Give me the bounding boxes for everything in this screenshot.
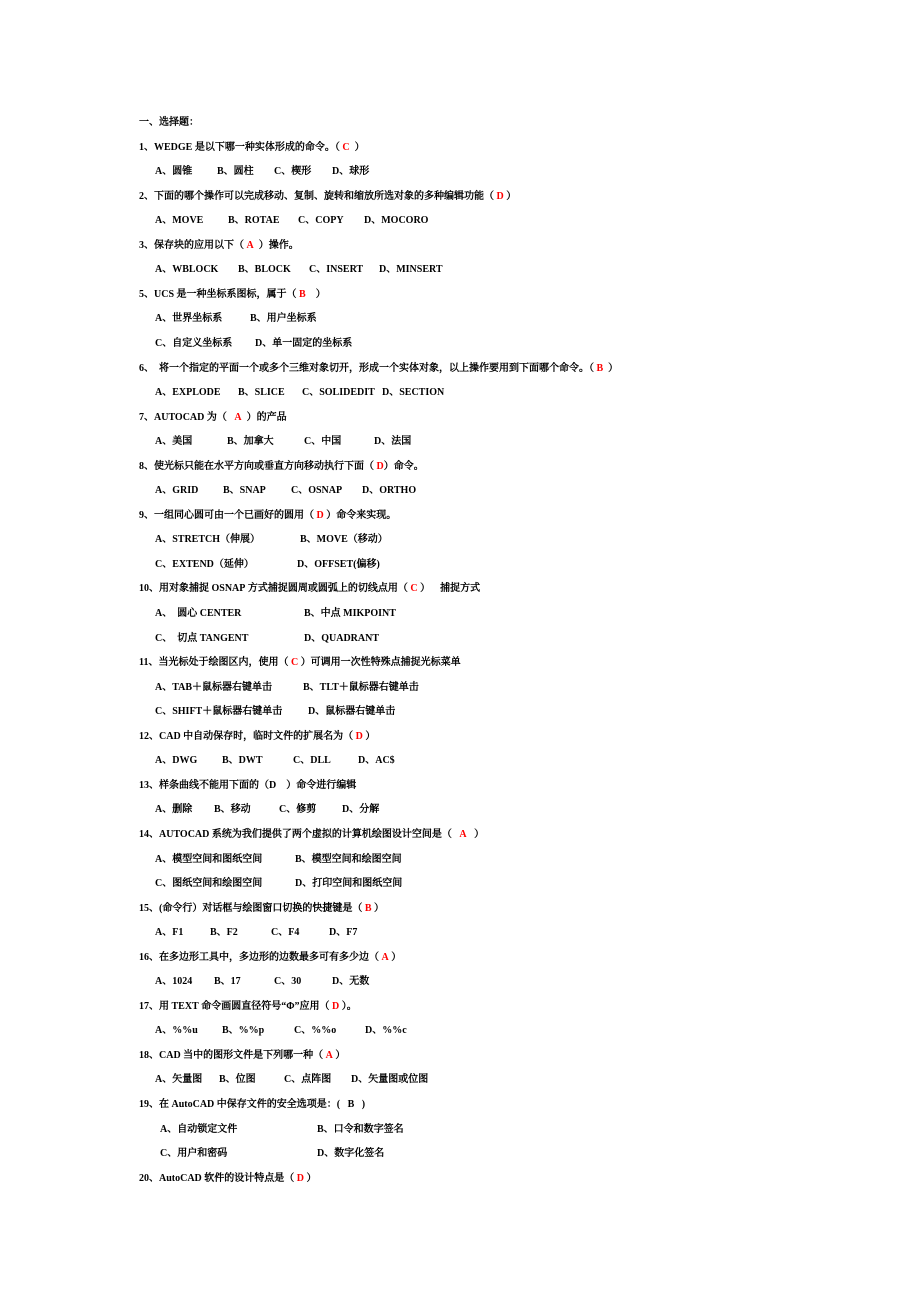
answer-option: A、矢量图 xyxy=(155,1074,203,1086)
question-stem xyxy=(139,657,461,669)
question-stem xyxy=(139,363,618,375)
answer-letter: D xyxy=(269,779,277,791)
answer-option: D、法国 xyxy=(374,436,412,448)
stem-text-after: ）可调用一次性特殊点捕捉光标菜单 xyxy=(298,657,461,669)
answer-letter: A xyxy=(246,239,254,251)
answer-option: B、SNAP xyxy=(223,485,266,497)
answer-letter: D xyxy=(376,460,384,472)
stem-text: 16、在多边形工具中，多边形的边数最多可有多少边（ xyxy=(139,951,382,963)
stem-text: 6、 将一个指定的平面一个或多个三维对象切开，形成一个实体对象，以上操作要用到下面哪个命令。（ xyxy=(139,362,597,374)
answer-option: B、%%p xyxy=(222,1025,265,1037)
answer-letter: A xyxy=(381,951,389,963)
stem-text-after: ） xyxy=(349,141,365,153)
question-stem xyxy=(139,412,287,424)
answer-letter: D xyxy=(355,730,363,742)
answer-option: C、用户和密码 xyxy=(160,1148,228,1160)
answer-option: B、F2 xyxy=(210,927,238,939)
answer-option: B、模型空间和绘图空间 xyxy=(295,853,402,865)
answer-option: A、WBLOCK xyxy=(155,264,219,276)
question-stem xyxy=(139,583,480,595)
question-stem xyxy=(139,191,516,203)
question-stem xyxy=(139,1099,365,1111)
answer-option: B、BLOCK xyxy=(238,264,291,276)
answer-option: D、数字化签名 xyxy=(317,1148,385,1160)
stem-text-after: ） xyxy=(362,730,376,742)
answer-option: D、OFFSET(偏移) xyxy=(297,558,380,570)
stem-text-after: ）命令。 xyxy=(383,460,424,472)
answer-option: A、%%u xyxy=(155,1025,198,1037)
section-title: 一、选择题： xyxy=(139,117,199,128)
answer-option: A、删除 xyxy=(155,804,193,816)
answer-option: B、ROTAE xyxy=(228,215,280,227)
stem-text: 13、样条曲线不能用下面的（ xyxy=(139,779,269,791)
stem-text-after: ） xyxy=(388,951,402,963)
answer-option: A、美国 xyxy=(155,436,193,448)
answer-option: C、OSNAP xyxy=(291,485,343,497)
answer-option: B、MOVE（移动） xyxy=(300,534,388,546)
question-stem xyxy=(139,829,484,841)
answer-option: C、INSERT xyxy=(309,264,364,276)
stem-text: 2、下面的哪个操作可以完成移动、复制、旋转和缩放所选对象的多种编辑功能（ xyxy=(139,190,497,202)
stem-text-after: ） xyxy=(503,190,517,202)
stem-text-after: ） xyxy=(332,1049,346,1061)
answer-option: C、30 xyxy=(274,976,302,988)
stem-text: 3、保存块的应用以下（ xyxy=(139,239,247,251)
stem-text-after: ）命令进行编辑 xyxy=(276,779,357,791)
answer-option: C、中国 xyxy=(304,436,342,448)
answer-option: D、球形 xyxy=(332,166,370,178)
stem-text-after: ） 捕捉方式 xyxy=(417,583,481,595)
answer-letter: C xyxy=(410,583,418,595)
answer-letter: C xyxy=(290,657,299,669)
answer-option: A、 圆心 CENTER xyxy=(155,608,242,619)
stem-text: 20、AutoCAD 软件的设计特点是（ xyxy=(139,1172,297,1184)
answer-option: A、1024 xyxy=(155,976,193,988)
answer-option: B、圆柱 xyxy=(217,166,254,178)
answer-option: D、F7 xyxy=(329,927,358,939)
answer-letter: D xyxy=(496,190,504,202)
answer-option: B、加拿大 xyxy=(227,436,274,448)
answer-letter: B xyxy=(364,902,372,914)
answer-option: D、单一固定的坐标系 xyxy=(255,337,353,349)
stem-text-after: ） xyxy=(466,828,485,840)
stem-text: 14、AUTOCAD 系统为我们提供了两个虚拟的计算机绘图设计空间是（ xyxy=(139,828,460,840)
answer-option: A、圆锥 xyxy=(155,166,193,178)
answer-option: B、TLT＋鼠标器右键单击 xyxy=(303,681,419,693)
answer-option: C、COPY xyxy=(298,215,344,227)
stem-text: 19、在 AutoCAD 中保存文件的安全选项是：( xyxy=(139,1099,348,1110)
answer-option: D、MOCORO xyxy=(364,215,429,227)
answer-option: D、矢量图或位图 xyxy=(351,1074,429,1086)
stem-text: 10、用对象捕捉 OSNAP 方式捕捉圆周或圆弧上的切线点用（ xyxy=(139,583,411,595)
answer-option: D、打印空间和图纸空间 xyxy=(295,878,403,890)
answer-option: B、移动 xyxy=(214,804,251,816)
stem-text: 7、AUTOCAD 为（ xyxy=(139,411,235,423)
answer-option: C、SHIFT＋鼠标器右键单击 xyxy=(155,706,283,718)
answer-letter: A xyxy=(325,1049,333,1061)
answer-option: D、MINSERT xyxy=(379,264,443,276)
question-stem xyxy=(139,240,299,252)
answer-option: C、EXTEND（延伸） xyxy=(155,558,254,570)
answer-option: A、F1 xyxy=(155,927,184,939)
answer-option: B、用户坐标系 xyxy=(250,313,317,325)
answer-option: A、EXPLODE xyxy=(155,387,221,399)
stem-text-after: ) xyxy=(354,1099,366,1110)
question-stem xyxy=(139,903,384,915)
answer-option: D、ORTHO xyxy=(362,485,417,497)
question-stem xyxy=(139,1050,345,1062)
answer-option: D、分解 xyxy=(342,804,380,816)
stem-text-after: ）命令来实现。 xyxy=(323,509,397,521)
answer-option: D、AC$ xyxy=(358,755,395,767)
question-stem xyxy=(139,510,396,522)
question-stem xyxy=(139,1173,317,1185)
answer-option: C、点阵图 xyxy=(284,1074,332,1086)
stem-text: 15、(命令行）对话框与绘图窗口切换的快捷键是（ xyxy=(139,902,365,914)
stem-text: 11、当光标处于绘图区内，使用（ xyxy=(139,657,291,669)
answer-option: A、模型空间和图纸空间 xyxy=(155,853,263,865)
answer-option: C、 切点 TANGENT xyxy=(155,632,249,644)
answer-option: C、DLL xyxy=(293,755,331,767)
question-stem xyxy=(139,1001,357,1013)
answer-letter: A xyxy=(459,828,467,840)
question-stem xyxy=(139,952,401,964)
answer-option: D、QUADRANT xyxy=(304,632,379,644)
answer-letter: D xyxy=(316,509,324,521)
answer-option: C、%%o xyxy=(294,1025,337,1037)
stem-text-after: ）操作。 xyxy=(253,239,299,251)
stem-text-after: ） xyxy=(305,288,326,300)
stem-text-after: ） xyxy=(371,902,385,914)
answer-option: B、17 xyxy=(214,976,241,988)
question-stem xyxy=(139,731,375,743)
answer-letter: B xyxy=(299,288,306,300)
answer-letter: D xyxy=(296,1172,305,1184)
question-stem xyxy=(139,289,326,301)
question-stem xyxy=(139,780,356,792)
answer-option: A、世界坐标系 xyxy=(155,313,223,325)
answer-option: A、TAB＋鼠标器右键单击 xyxy=(155,681,273,693)
answer-option: B、SLICE xyxy=(238,387,285,399)
stem-text: 8、使光标只能在水平方向或垂直方向移动执行下面（ xyxy=(139,460,377,472)
stem-text-after: ） xyxy=(304,1172,317,1184)
stem-text: 5、UCS 是一种坐标系图标，属于（ xyxy=(139,288,300,300)
answer-option: A、MOVE xyxy=(155,215,204,227)
answer-letter: C xyxy=(342,141,350,153)
answer-option: C、自定义坐标系 xyxy=(155,337,233,349)
answer-option: A、DWG xyxy=(155,755,198,767)
stem-text-after: ） xyxy=(603,362,619,374)
answer-option: B、中点 MIKPOINT xyxy=(304,608,396,619)
answer-option: C、修剪 xyxy=(279,804,317,816)
answer-option: C、图纸空间和绘图空间 xyxy=(155,878,263,890)
answer-letter: B xyxy=(347,1099,355,1110)
question-stem xyxy=(139,142,365,154)
answer-option: C、楔形 xyxy=(274,166,312,178)
answer-option: D、鼠标器右键单击 xyxy=(308,706,396,718)
stem-text-after: ）的产品 xyxy=(241,411,287,423)
stem-text: 1、WEDGE 是以下哪一种实体形成的命令。（ xyxy=(139,141,343,153)
answer-option: D、%%c xyxy=(365,1025,407,1037)
stem-text-after: ）。 xyxy=(339,1000,357,1012)
answer-letter: A xyxy=(234,411,242,423)
answer-option: B、口令和数字签名 xyxy=(317,1123,404,1135)
stem-text: 18、CAD 当中的图形文件是下列哪一种（ xyxy=(139,1049,326,1061)
answer-option: B、DWT xyxy=(222,755,263,767)
answer-letter: B xyxy=(596,362,604,374)
answer-option: B、位图 xyxy=(219,1074,256,1086)
answer-option: D、无数 xyxy=(332,976,370,988)
answer-letter: D xyxy=(332,1000,340,1012)
answer-option: A、STRETCH（伸展） xyxy=(155,534,261,546)
question-stem xyxy=(139,461,424,473)
answer-option: D、SECTION xyxy=(382,387,445,399)
stem-text: 9、一组同心圆可由一个已画好的圆用（ xyxy=(139,509,317,521)
answer-option: C、SOLIDEDIT xyxy=(302,387,375,399)
stem-text: 17、用 TEXT 命令画圆直径符号“Φ”应用（ xyxy=(139,1000,333,1012)
answer-option: A、GRID xyxy=(155,485,199,497)
answer-option: C、F4 xyxy=(271,927,300,939)
answer-option: A、自动锁定文件 xyxy=(160,1123,238,1135)
stem-text: 12、CAD 中自动保存时，临时文件的扩展名为（ xyxy=(139,730,356,742)
